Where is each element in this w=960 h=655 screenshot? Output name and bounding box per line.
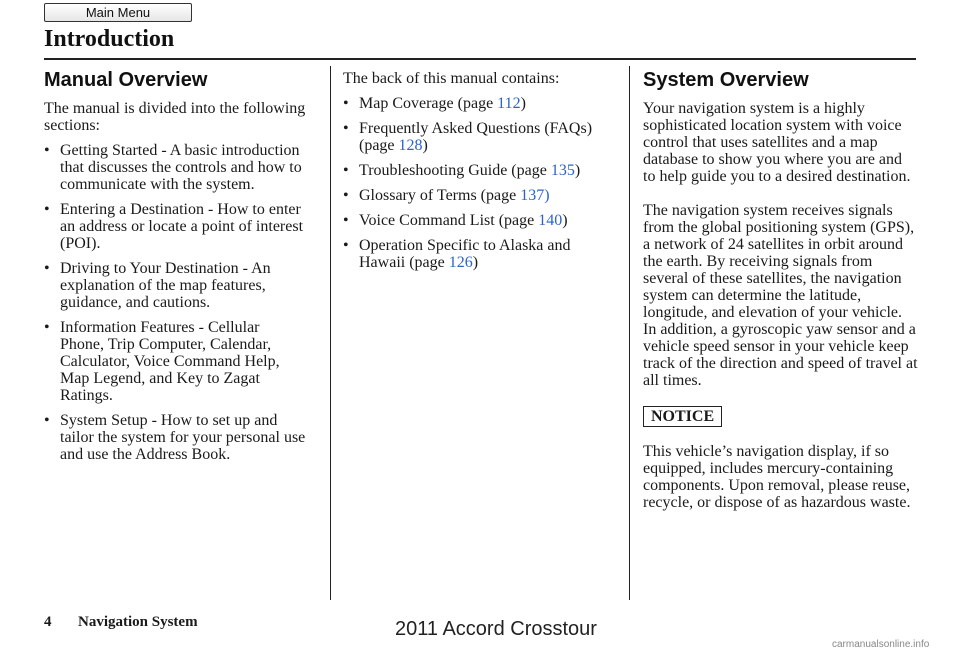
- item-tail: ): [422, 137, 428, 154]
- system-overview-p1: Your navigation system is a highly sophisticated location system with voice control that uses satellites and a map database to show you where you are and to help guide you to a desired destination.: [643, 100, 911, 185]
- item-tail: ): [520, 95, 526, 112]
- system-overview-p2: The navigation system receives signals from the global positioning system (GPS), a network of 24 satellites in orbit around the earth. By receiving signals from several of these satellites, the navigation system can determine the latitude, longitude, and elevation of your vehicle. In addition, a gyroscopic yaw sensor and a vehicle speed sensor in your vehicle keep track of the direction and speed of travel at all times.: [643, 202, 918, 389]
- page-link[interactable]: 135: [550, 162, 575, 179]
- page-title: Introduction: [44, 26, 175, 52]
- manual-overview-heading: Manual Overview: [44, 69, 208, 91]
- item-text: Frequently Asked Questions (FAQs) (page: [359, 120, 593, 154]
- item-text: Voice Command List (page: [359, 212, 539, 229]
- item-tail: ): [562, 212, 568, 229]
- list-item: • Information Features - Cellular Phone, Trip Computer, Calendar, Calculator, Voice Command Help, Map Legend, and Key to Zagat Ratings.: [44, 319, 306, 404]
- page-link[interactable]: 140: [538, 212, 563, 229]
- list-item: [343, 237, 613, 271]
- list-item: • Getting Started - A basic introduction that discusses the controls and how to communicate with the system.: [44, 142, 306, 193]
- page-link[interactable]: 128: [398, 137, 423, 154]
- item-text: Map Coverage (page: [359, 95, 498, 112]
- list-item: [343, 162, 613, 179]
- list-item: [343, 212, 613, 229]
- item-text: Glossary of Terms (page: [359, 187, 521, 204]
- page-link[interactable]: 126: [448, 254, 473, 271]
- list-item: [343, 120, 613, 154]
- list-item: • System Setup - How to set up and tailor the system for your personal use and use the Address Book.: [44, 412, 306, 463]
- title-divider: [44, 58, 916, 60]
- back-contents-list: [343, 95, 613, 271]
- list-item: • Driving to Your Destination - An explanation of the map features, guidance, and cautions.: [44, 260, 306, 311]
- page-link[interactable]: 137): [520, 187, 550, 204]
- notice-label: NOTICE: [643, 406, 722, 427]
- system-overview-heading: System Overview: [643, 69, 809, 91]
- column-divider-1: [330, 66, 331, 600]
- manual-overview-column: [44, 66, 306, 471]
- item-tail: ): [472, 254, 479, 271]
- site-watermark: carmanualsonline.info: [832, 639, 930, 650]
- item-text: Operation Specific to Alaska and Hawaii (page: [359, 237, 571, 271]
- model-watermark: 2011 Accord Crosstour: [395, 618, 597, 640]
- footer-section-title: Navigation System: [78, 614, 198, 630]
- item-text: Troubleshooting Guide (page: [359, 162, 551, 179]
- list-item: [343, 95, 613, 112]
- section-list: [44, 142, 306, 463]
- page-number: 4: [44, 614, 52, 630]
- list-item: • Entering a Destination - How to enter an address or locate a point of interest (POI).: [44, 201, 306, 252]
- column-divider-2: [629, 66, 630, 600]
- main-menu-button[interactable]: Main Menu: [44, 3, 192, 22]
- item-tail: ): [574, 162, 581, 179]
- back-contents-column: [343, 70, 613, 279]
- manual-overview-intro: The manual is divided into the following sections:: [44, 100, 306, 134]
- back-contents-intro: The back of this manual contains:: [343, 70, 560, 87]
- page-link[interactable]: 112: [497, 95, 521, 112]
- mercury-notice-text: This vehicle’s navigation display, if so equipped, includes mercury-containing components. Upon removal, please reuse, recycle, or dispose of as hazardous waste.: [643, 443, 911, 511]
- list-item: [343, 187, 613, 204]
- system-overview-column: [643, 66, 918, 528]
